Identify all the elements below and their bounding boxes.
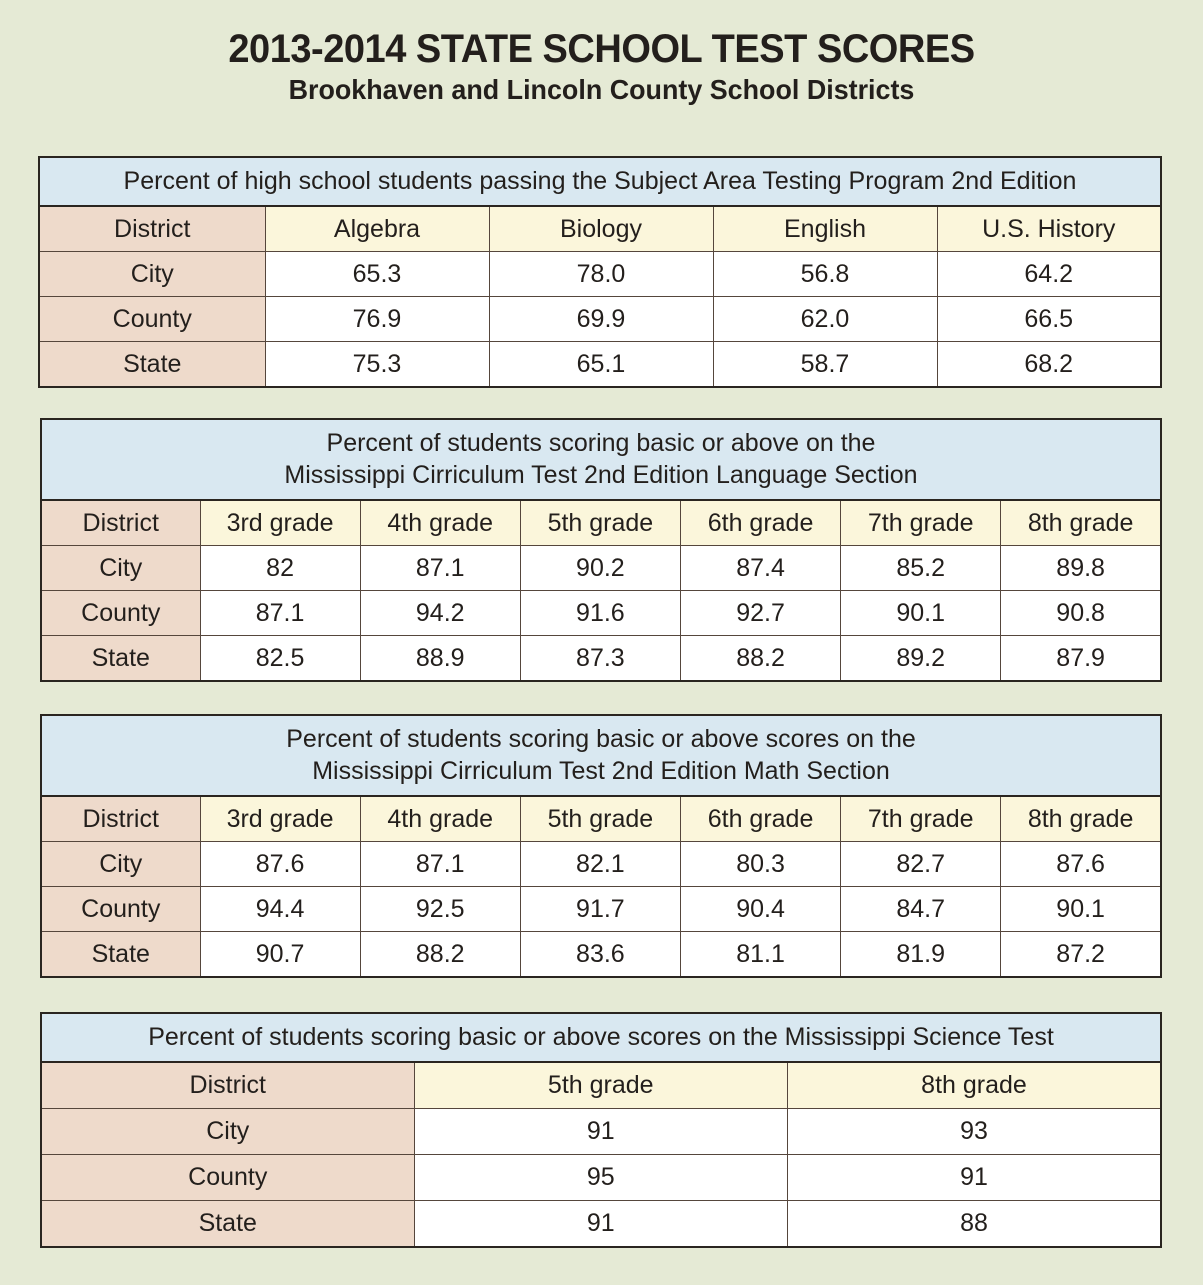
cell-county-algebra: 76.9 (265, 297, 489, 342)
column-header-grade-8: 8th grade (788, 1062, 1162, 1109)
table-row (41, 887, 1161, 932)
column-header-algebra: Algebra (265, 206, 489, 252)
cell-city-grade-6: 80.3 (680, 842, 840, 887)
table-header-row (41, 1062, 1161, 1109)
cell-city-algebra: 65.3 (265, 252, 489, 297)
table-row (41, 1109, 1161, 1155)
cell-state-grade-8: 87.2 (1001, 932, 1161, 978)
table-caption-line-1: Percent of students scoring basic or above on the (326, 429, 876, 457)
cell-county-us-history: 66.5 (937, 297, 1161, 342)
cell-county-grade-6: 90.4 (680, 887, 840, 932)
cell-state-grade-6: 88.2 (680, 636, 840, 682)
cell-city-grade-4: 87.1 (360, 546, 520, 591)
column-header-biology: Biology (489, 206, 713, 252)
table-row (41, 1201, 1161, 1248)
cell-state-algebra: 75.3 (265, 342, 489, 388)
column-header-grade-8: 8th grade (1001, 500, 1161, 546)
cell-county-grade-8: 90.1 (1001, 887, 1161, 932)
column-header-grade-6: 6th grade (680, 796, 840, 842)
row-header-state: State (41, 932, 200, 978)
cell-state-grade-7: 81.9 (841, 932, 1001, 978)
column-header-grade-6: 6th grade (680, 500, 840, 546)
column-header-us-history: U.S. History (937, 206, 1161, 252)
row-header-state: State (39, 342, 265, 388)
table-row (41, 842, 1161, 887)
table-subject-area-testing-program (38, 156, 1162, 388)
table-header-row (41, 500, 1161, 546)
column-header-grade-5: 5th grade (414, 1062, 788, 1109)
cell-state-grade-3: 82.5 (200, 636, 360, 682)
table-row (39, 342, 1161, 388)
column-header-grade-7: 7th grade (841, 500, 1001, 546)
row-header-county: County (41, 1155, 414, 1201)
column-header-english: English (713, 206, 937, 252)
table-mct2-math-section (40, 714, 1162, 978)
column-header-grade-3: 3rd grade (200, 796, 360, 842)
row-header-county: County (39, 297, 265, 342)
cell-state-us-history: 68.2 (937, 342, 1161, 388)
table-caption (41, 419, 1161, 500)
cell-county-biology: 69.9 (489, 297, 713, 342)
cell-city-grade-3: 87.6 (200, 842, 360, 887)
page-subtitle: Brookhaven and Lincoln County School Districts (288, 74, 915, 106)
cell-state-grade-5: 83.6 (520, 932, 680, 978)
column-header-district: District (41, 500, 200, 546)
cell-state-english: 58.7 (713, 342, 937, 388)
cell-county-grade-6: 92.7 (680, 591, 840, 636)
cell-state-grade-8: 87.9 (1001, 636, 1161, 682)
row-header-city: City (41, 842, 200, 887)
row-header-city: City (41, 1109, 414, 1155)
cell-state-grade-6: 81.1 (680, 932, 840, 978)
column-header-grade-8: 8th grade (1001, 796, 1161, 842)
cell-city-grade-3: 82 (200, 546, 360, 591)
table-row (41, 546, 1161, 591)
table-caption-line-2: Mississippi Cirriculum Test 2nd Edition Language Section (284, 461, 918, 489)
table-row (41, 591, 1161, 636)
cell-county-english: 62.0 (713, 297, 937, 342)
cell-city-grade-6: 87.4 (680, 546, 840, 591)
column-header-grade-5: 5th grade (520, 500, 680, 546)
table-caption: Percent of high school students passing the Subject Area Testing Program 2nd Edition (39, 157, 1161, 206)
table-mississippi-science-test (40, 1012, 1162, 1248)
cell-state-grade-4: 88.2 (360, 932, 520, 978)
table-header-row (41, 796, 1161, 842)
table-caption-row (41, 1013, 1161, 1062)
row-header-state: State (41, 636, 200, 682)
cell-state-grade-4: 88.9 (360, 636, 520, 682)
table-header-row (39, 206, 1161, 252)
cell-county-grade-5: 91.6 (520, 591, 680, 636)
column-header-grade-4: 4th grade (360, 796, 520, 842)
cell-city-grade-8: 87.6 (1001, 842, 1161, 887)
column-header-grade-3: 3rd grade (200, 500, 360, 546)
table-caption-row (41, 419, 1161, 500)
row-header-city: City (41, 546, 200, 591)
table-caption-line-1: Percent of students scoring basic or above scores on the (286, 725, 916, 753)
cell-city-grade-8: 89.8 (1001, 546, 1161, 591)
table-caption-row (41, 715, 1161, 796)
cell-county-grade-8: 90.8 (1001, 591, 1161, 636)
cell-city-us-history: 64.2 (937, 252, 1161, 297)
column-header-grade-5: 5th grade (520, 796, 680, 842)
table-row (41, 932, 1161, 978)
cell-state-grade-7: 89.2 (841, 636, 1001, 682)
cell-state-biology: 65.1 (489, 342, 713, 388)
table-caption-line-2: Mississippi Cirriculum Test 2nd Edition Math Section (312, 757, 890, 785)
cell-city-grade-7: 85.2 (841, 546, 1001, 591)
table-row (41, 636, 1161, 682)
table-mct2-language-section (40, 418, 1162, 682)
column-header-grade-7: 7th grade (841, 796, 1001, 842)
cell-city-english: 56.8 (713, 252, 937, 297)
column-header-grade-4: 4th grade (360, 500, 520, 546)
cell-county-grade-5: 95 (414, 1155, 788, 1201)
row-header-city: City (39, 252, 265, 297)
cell-county-grade-8: 91 (788, 1155, 1162, 1201)
cell-city-grade-5: 90.2 (520, 546, 680, 591)
cell-city-grade-4: 87.1 (360, 842, 520, 887)
row-header-county: County (41, 887, 200, 932)
cell-city-grade-7: 82.7 (841, 842, 1001, 887)
table-row (41, 1155, 1161, 1201)
cell-county-grade-7: 90.1 (841, 591, 1001, 636)
cell-state-grade-3: 90.7 (200, 932, 360, 978)
cell-county-grade-3: 87.1 (200, 591, 360, 636)
table-row (39, 297, 1161, 342)
cell-state-grade-8: 88 (788, 1201, 1162, 1248)
cell-city-grade-5: 91 (414, 1109, 788, 1155)
title-block (0, 0, 1203, 107)
cell-county-grade-3: 94.4 (200, 887, 360, 932)
column-header-district: District (41, 1062, 414, 1109)
row-header-state: State (41, 1201, 414, 1248)
column-header-district: District (41, 796, 200, 842)
cell-city-grade-5: 82.1 (520, 842, 680, 887)
table-row (39, 252, 1161, 297)
cell-state-grade-5: 91 (414, 1201, 788, 1248)
cell-county-grade-7: 84.7 (841, 887, 1001, 932)
page-title: 2013-2014 STATE SCHOOL TEST SCORES (228, 27, 975, 71)
cell-city-biology: 78.0 (489, 252, 713, 297)
cell-county-grade-4: 94.2 (360, 591, 520, 636)
table-caption-row (39, 157, 1161, 206)
column-header-district: District (39, 206, 265, 252)
table-caption: Percent of students scoring basic or above scores on the Mississippi Science Test (41, 1013, 1161, 1062)
row-header-county: County (41, 591, 200, 636)
table-caption (41, 715, 1161, 796)
cell-county-grade-5: 91.7 (520, 887, 680, 932)
cell-state-grade-5: 87.3 (520, 636, 680, 682)
cell-county-grade-4: 92.5 (360, 887, 520, 932)
cell-city-grade-8: 93 (788, 1109, 1162, 1155)
